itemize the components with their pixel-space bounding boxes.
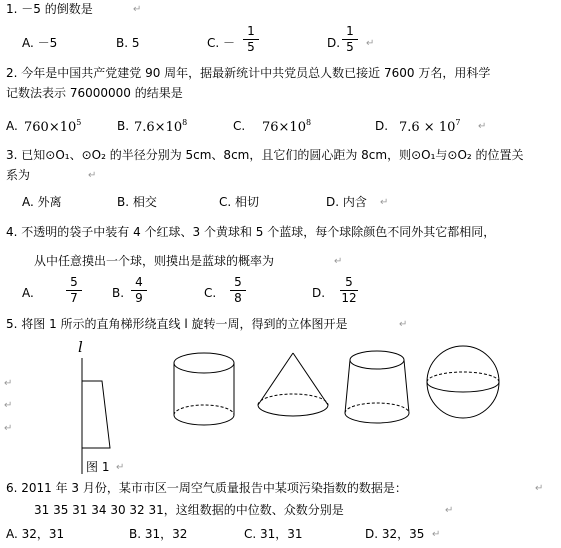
option-a-cylinder-figure: [174, 353, 234, 425]
paragraph-mark-icon: ↵: [88, 170, 97, 181]
paragraph-mark-icon: ↵: [116, 462, 125, 473]
denominator: 8: [234, 291, 242, 305]
numerator: 4: [135, 275, 143, 289]
q1-option-d-prefix: D.: [327, 36, 341, 50]
q4-option-d-label: D.: [312, 286, 326, 300]
denominator: 5: [346, 40, 354, 54]
denominator: 9: [135, 291, 143, 305]
paragraph-mark-icon: ↵: [445, 505, 454, 516]
paragraph-mark-icon: ↵: [399, 319, 408, 330]
q4-option-a-label: A.: [22, 286, 34, 300]
denominator: 12: [341, 291, 357, 305]
q3-option-d: D. 内含: [326, 195, 367, 209]
q3-option-c: C. 相切: [219, 195, 260, 209]
q2-option-d-label: D.: [375, 119, 389, 133]
paragraph-mark-icon: ↵: [366, 38, 375, 49]
q6-line1: 6. 2011 年 3 月份，某市市区一周空气质量报告中某项污染指数的数据是：: [6, 481, 407, 495]
numerator: 1: [346, 24, 354, 38]
numerator: 5: [345, 275, 353, 289]
q2-option-b-label: B.: [117, 119, 130, 133]
q6-option-d: D. 32，35: [365, 527, 425, 541]
paragraph-mark-icon: ↵: [133, 4, 142, 15]
paragraph-mark-icon: ↵: [535, 483, 544, 494]
paragraph-mark-icon: ↵: [334, 256, 343, 267]
q1-option-c-prefix: C. －: [207, 36, 236, 50]
figure-1-trapezoid: [82, 358, 110, 474]
q2-option-b: $7.6\times 10^8$: [134, 118, 188, 135]
q2-option-a-label: A.: [6, 119, 18, 133]
q1-stem: 1. －5 的倒数是: [6, 2, 93, 16]
paragraph-mark-icon: ↵: [380, 197, 389, 208]
denominator: 5: [247, 40, 255, 54]
q4-line2: 从中任意摸出一个球，则摸出是蓝球的概率为: [34, 254, 275, 268]
q3-line2: 系为: [6, 168, 31, 182]
axis-l-label: l: [78, 338, 83, 356]
q6-line2: 31 35 31 34 30 32 31，这组数据的中位数、众数分别是: [34, 503, 344, 517]
q4-option-c-label: C.: [204, 286, 217, 300]
figure-1-caption: 图 1: [86, 460, 110, 474]
q2-option-c-label: C.: [233, 119, 246, 133]
q2-line1: 2. 今年是中国共产党建党 90 周年，据最新统计中共党员总人数已接近 7600 万名，用科学: [6, 66, 491, 80]
q2-option-c: $76\times 10^8$: [262, 118, 312, 135]
q5-stem: 5. 将图 1 所示的直角梯形绕直线 l 旋转一周，得到的立体图开是: [6, 317, 348, 331]
q6-option-a: A. 32，31: [6, 527, 65, 541]
q6-option-c: C. 31，31: [244, 527, 303, 541]
paragraph-mark-icon: ↵: [4, 400, 13, 411]
q3-line1: 3. 已知⊙O₁、⊙O₂ 的半径分别为 5cm、8cm，且它们的圆心距为 8cm，则⊙O₁与⊙O₂ 的位置关: [6, 148, 524, 162]
q4-option-b-label: B.: [112, 286, 125, 300]
q1-option-b: B. 5: [116, 36, 140, 50]
numerator: 5: [234, 275, 242, 289]
q2-option-a: $760\times 10^5$: [24, 118, 82, 135]
denominator: 7: [70, 291, 78, 305]
paragraph-mark-icon: ↵: [4, 423, 13, 434]
q2-option-d: $7.6 \times 10^7$: [399, 118, 461, 135]
q1-option-a: A. －5: [22, 36, 58, 50]
option-c-frustum-figure: [345, 351, 409, 423]
q6-option-b: B. 31，32: [129, 527, 188, 541]
paragraph-mark-icon: ↵: [432, 529, 441, 540]
q4-line1: 4. 不透明的袋子中装有 4 个红球、3 个黄球和 5 个蓝球，每个球除颜色不同外其它都相同，: [6, 225, 496, 239]
q3-option-a: A. 外离: [22, 195, 62, 209]
paragraph-mark-icon: ↵: [4, 378, 13, 389]
q2-line2: 记数法表示 76000000 的结果是: [6, 86, 183, 100]
numerator: 1: [247, 24, 255, 38]
q3-option-b: B. 相交: [117, 195, 157, 209]
option-d-sphere-figure: [427, 346, 499, 418]
option-b-cone-figure: [258, 353, 328, 416]
numerator: 5: [70, 275, 78, 289]
paragraph-mark-icon: ↵: [478, 121, 487, 132]
